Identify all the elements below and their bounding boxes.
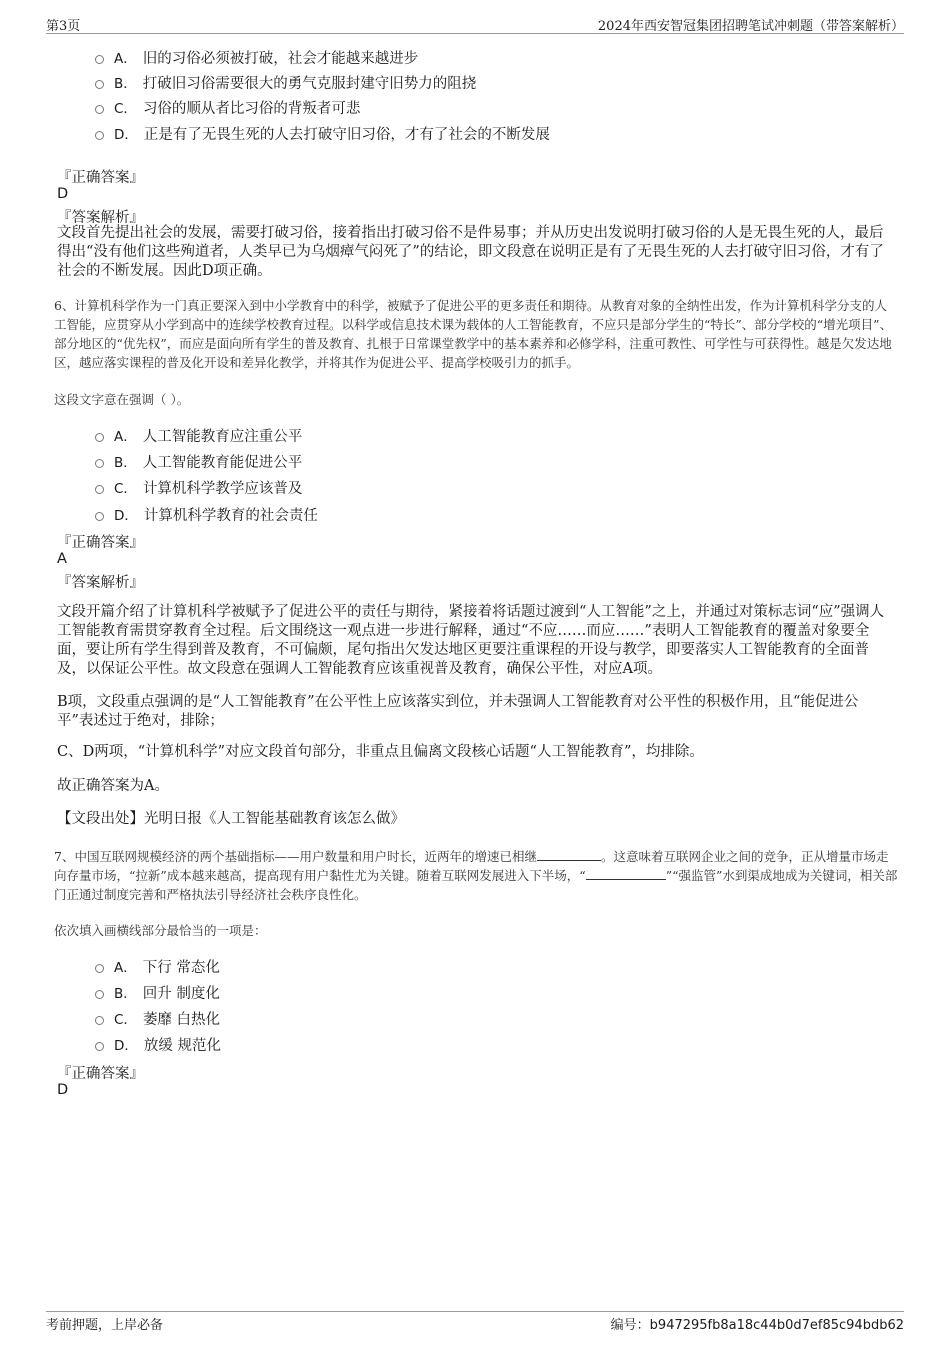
option-text: 人工智能教育应注重公平 bbox=[142, 428, 303, 445]
q5-answer-label: 『正确答案』 bbox=[57, 170, 144, 186]
radio-icon[interactable] bbox=[95, 131, 104, 140]
option-letter: D． bbox=[114, 1038, 138, 1054]
option-text: 计算机科学教学应该普及 bbox=[142, 480, 303, 497]
radio-icon[interactable] bbox=[95, 1042, 104, 1051]
q6-prompt: 这段文字意在强调（ ）。 bbox=[54, 392, 190, 407]
q7-answer: D bbox=[57, 1082, 69, 1098]
q6-analysis-paragraph-4: 故正确答案为A。 bbox=[57, 778, 169, 794]
q7-option-d[interactable] bbox=[95, 1033, 221, 1055]
option-text: 放缓 规范化 bbox=[143, 1037, 222, 1054]
option-letter: D． bbox=[114, 127, 138, 143]
q6-option-c[interactable] bbox=[95, 476, 302, 498]
q6-answer: A bbox=[57, 551, 67, 567]
radio-icon[interactable] bbox=[95, 485, 104, 494]
q7-stem-part-1: 7、中国互联网规模经济的两个基础指标——用户数量和用户时长，近两年的增速已相继 bbox=[54, 849, 537, 864]
q7-prompt: 依次填入画横线部分最恰当的一项是： bbox=[54, 923, 267, 938]
page-header bbox=[0, 0, 950, 36]
option-letter: C． bbox=[114, 1012, 137, 1028]
option-text: 正是有了无畏生死的人去打破守旧习俗，才有了社会的不断发展 bbox=[143, 126, 550, 143]
q5-answer: D bbox=[57, 186, 69, 202]
option-text: 人工智能教育能促进公平 bbox=[142, 454, 303, 471]
option-letter: B． bbox=[114, 455, 137, 471]
radio-icon[interactable] bbox=[95, 512, 104, 521]
q6-stem: 6、计算机科学作为一门真正要深入到中小学教育中的科学，被赋予了促进公平的更多责任和期待。从教育对象的全纳性出发，作为计算机科学分支的人工智能，应贯穿从小学到高中的连续学校教育过程。以科学或信息技术课为载体的人工智能教育，不应只是部分学生的“特长”、部分学校的“增光项目”、部分地区的“优先权”，而应是面向所有学生的普及教育、扎根于日常课堂教学中的基本素养和必修学科，注重可教性、可学性与可获得性。越是欠发达地区，越应落实课程的普及化开设和差异化教学，并将其作为促进公平、提高学校吸引力的抓手。 bbox=[54, 298, 893, 370]
option-text: 习俗的顺从者比习俗的背叛者可悲 bbox=[142, 100, 361, 117]
q6-analysis-paragraph-3: C、D两项，“计算机科学”对应文段首句部分，非重点且偏离文段核心话题“人工智能教育”，均排除。 bbox=[57, 744, 704, 760]
q6-analysis-label: 『答案解析』 bbox=[57, 575, 144, 591]
option-letter: A． bbox=[114, 429, 137, 445]
footer-slogan: 考前押题，上岸必备 bbox=[46, 1318, 164, 1333]
option-letter: A． bbox=[114, 51, 137, 67]
page-number: 第3页 bbox=[46, 19, 81, 34]
q5-option-d[interactable] bbox=[95, 122, 550, 144]
radio-icon[interactable] bbox=[95, 105, 104, 114]
header-divider bbox=[46, 33, 904, 34]
footer-code-label: 编号： bbox=[610, 1318, 650, 1333]
q7-stem-part-3: ”“强监管”水到渠成地成为关键词，相关部门正通过制度完善和严格执法引导经济社会秩序良性化。 bbox=[54, 868, 898, 902]
radio-icon[interactable] bbox=[95, 459, 104, 468]
q5-option-c[interactable] bbox=[95, 96, 360, 118]
q6-analysis-paragraph-1: 文段开篇介绍了计算机科学被赋予了促进公平的责任与期待，紧接着将话题过渡到“人工智能”之上，并通过对策标志词“应”强调人工智能教育需贯穿教育全过程。后文围绕这一观点进一步进行解释，通过“不应……而应……”表明人工智能教育的覆盖对象要全面，要让所有学生得到普及教育，不可偏颇，尾句指出欠发达地区更要注重课程的开设与教学，即要落实人工智能教育的全面普及，以保证公平性。故文段意在强调人工智能教育应该重视普及教育，确保公平性，对应A项。 bbox=[57, 604, 885, 677]
q7-option-a[interactable] bbox=[95, 955, 220, 977]
q6-answer-label: 『正确答案』 bbox=[57, 535, 144, 551]
q7-stem-part-2: 。这意味着互联网企业之间的竞争，正从增量市场走向存量市场，“拉新”成本越来越高，提高现有用户黏性尤为关键。随着互联网发展进入下半场，“ bbox=[54, 849, 889, 883]
option-text: 萎靡 白热化 bbox=[142, 1011, 221, 1028]
footer-code bbox=[611, 1314, 904, 1333]
option-text: 计算机科学教育的社会责任 bbox=[143, 507, 318, 524]
q7-option-b[interactable] bbox=[95, 981, 220, 1003]
q7-answer-label: 『正确答案』 bbox=[57, 1066, 144, 1082]
q6-analysis-paragraph-2: B项，文段重点强调的是“人工智能教育”在公平性上应该落实到位，并未强调人工智能教育对公平性的积极作用，且“能促进公平”表述过于绝对，排除； bbox=[57, 694, 859, 729]
radio-icon[interactable] bbox=[95, 55, 104, 64]
radio-icon[interactable] bbox=[95, 80, 104, 89]
q7-stem bbox=[54, 847, 898, 904]
radio-icon[interactable] bbox=[95, 990, 104, 999]
option-letter: C． bbox=[114, 101, 137, 117]
option-text: 打破旧习俗需要很大的勇气克服封建守旧势力的阻挠 bbox=[142, 75, 477, 92]
radio-icon[interactable] bbox=[95, 964, 104, 973]
option-letter: C． bbox=[114, 481, 137, 497]
document-title: 2024年西安智冠集团招聘笔试冲刺题（带答案解析） bbox=[597, 19, 904, 34]
option-letter: A． bbox=[114, 960, 137, 976]
q7-option-c[interactable] bbox=[95, 1007, 220, 1029]
option-letter: D． bbox=[114, 508, 138, 524]
option-text: 下行 常态化 bbox=[142, 959, 220, 976]
footer-code-value: b947295fb8a18c44b0d7ef85c94bdb62 bbox=[649, 1318, 904, 1333]
q7-blank-2 bbox=[586, 867, 666, 880]
option-letter: B． bbox=[114, 76, 137, 92]
option-letter: B． bbox=[114, 986, 137, 1002]
q5-analysis-label: 『答案解析』 bbox=[57, 210, 144, 226]
radio-icon[interactable] bbox=[95, 1016, 104, 1025]
q6-option-d[interactable] bbox=[95, 503, 318, 525]
q6-option-a[interactable] bbox=[95, 424, 302, 446]
q6-source: 【文段出处】光明日报《人工智能基础教育该怎么做》 bbox=[57, 811, 405, 827]
q5-analysis: 文段首先提出社会的发展，需要打破习俗，接着指出打破习俗不是件易事；并从历史出发说明打破习俗的人是无畏生死的人，最后得出“没有他们这些殉道者，人类早已为乌烟瘴气闷死了”的结论，即文段意在说明正是有了无畏生死的人去打破守旧习俗，才有了社会的不断发展。因此D项正确。 bbox=[57, 225, 884, 279]
option-text: 回升 制度化 bbox=[142, 985, 220, 1002]
q5-option-a[interactable] bbox=[95, 46, 418, 68]
radio-icon[interactable] bbox=[95, 433, 104, 442]
option-text: 旧的习俗必须被打破，社会才能越来越进步 bbox=[142, 50, 419, 67]
q5-option-b[interactable] bbox=[95, 71, 476, 93]
q7-blank-1 bbox=[537, 848, 601, 861]
footer-divider bbox=[46, 1311, 904, 1312]
q6-option-b[interactable] bbox=[95, 450, 302, 472]
